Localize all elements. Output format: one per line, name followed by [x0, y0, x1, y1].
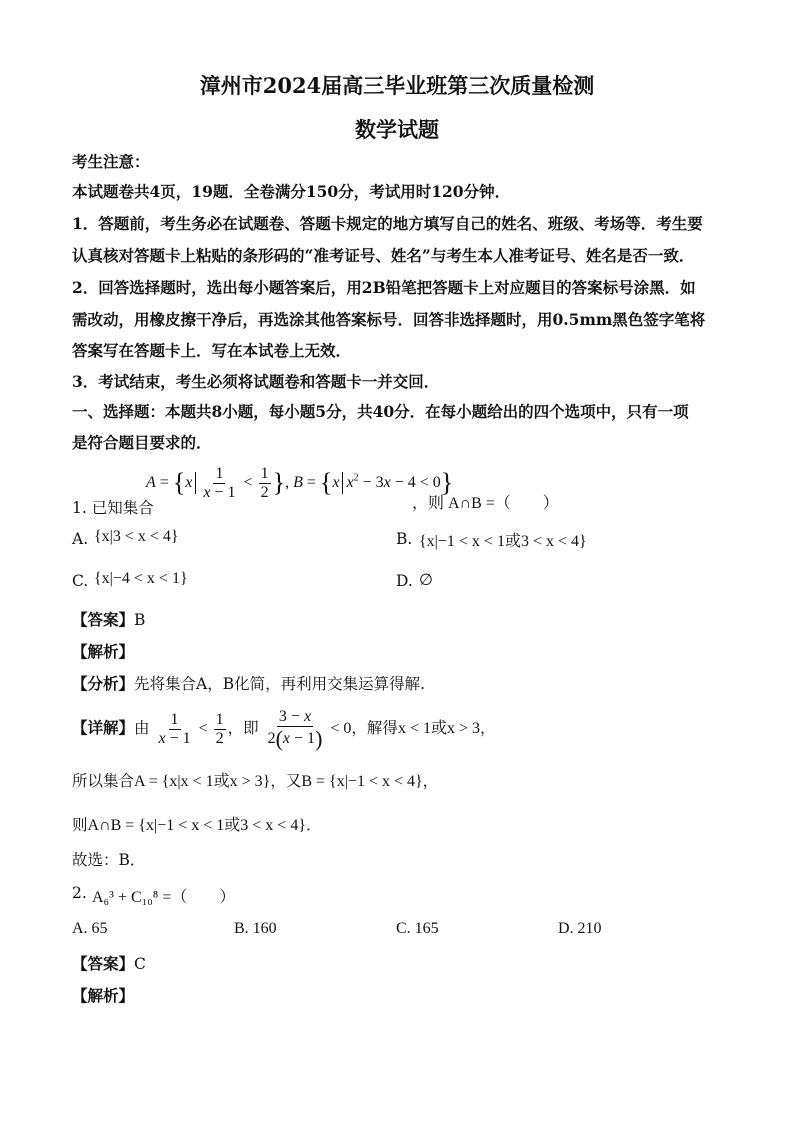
q1-conclusion: 故选：B．: [72, 851, 146, 869]
set-b-prefix: ，又: [270, 772, 302, 790]
detail-solution: x < 1或x > 3: [397, 720, 480, 738]
set-a-value: A = {x|x < 1或x > 3}: [134, 773, 271, 790]
notice-item-2a: 2．回答选择题时，选出每小题答案后，用2B铅笔把答题卡上对应题目的答案标号涂黑．如: [72, 278, 696, 297]
q2-analysis-tag: 【解析】: [72, 986, 135, 1005]
notice-item-3: 3．考试结束，考生必须将试题卷和答题卡一并交回．: [72, 372, 440, 391]
set-a-prefix: 所以集合: [72, 772, 135, 790]
detail-text-3: ，解得: [351, 719, 398, 738]
q2-option-a: A. 65: [72, 920, 108, 937]
section-heading-a: 一、选择题：本题共8小题，每小题5分，共40分．在每小题给出的四个选项中，只有一项: [72, 402, 689, 421]
intersection-value: A∩B = {x|−1 < x < 1或3 < x < 4}: [87, 817, 307, 834]
q1-option-c-label: C.: [72, 572, 89, 590]
q2-option-c: C. 165: [396, 920, 439, 937]
q1-option-d-label: D.: [396, 572, 413, 590]
detail-text-1: 由: [134, 719, 150, 738]
intersection-prefix: 则: [72, 816, 88, 834]
q1-option-a-label: A.: [72, 530, 89, 548]
notice-heading: 考生注意：: [72, 152, 150, 171]
fenxi-tag: 【分析】: [72, 674, 135, 693]
answer-tag: 【答案】: [72, 610, 135, 629]
answer-value: C: [134, 955, 146, 973]
answer-tag: 【答案】: [72, 954, 135, 973]
detail-text-2: ，即: [227, 719, 259, 738]
q1-intersection: 则A∩B = {x|−1 < x < 1或3 < x < 4}．: [72, 816, 322, 834]
q1-option-a: {x|3 < x < 4}: [94, 528, 179, 545]
q2-option-d: D. 210: [558, 920, 602, 937]
q1-option-c: {x|−4 < x < 1}: [94, 570, 188, 587]
q1-option-b-label: B.: [396, 530, 413, 548]
notice-item-1a: 1．答题前，考生务必在试题卷、答题卡规定的地方填写自己的姓名、班级、考场等．考生要: [72, 214, 703, 233]
q2-prefix: 2.: [72, 884, 87, 902]
q1-answer: [72, 608, 145, 630]
section-heading-b: 是符合题目要求的．: [72, 433, 212, 452]
notice-item-1b: 认真核对答题卡上粘贴的条形码的“准考证号、姓名”与考生本人准考证号、姓名是否一致．: [72, 246, 695, 265]
set-b-value: B = {x|−1 < x < 4}: [301, 773, 423, 790]
q1-prefix: 1. 已知集合: [72, 499, 154, 517]
q1-set-definitions: A = {x $\frac{1}{x - 1}$ < $\frac{1}{2}$ }, B = {x $x^2 - 3x - 4 < 0$}: [146, 465, 454, 501]
exam-subtitle: 数学试题: [355, 117, 439, 142]
q2-expression: A₆³ + C₁₀⁸ =（ ）: [92, 889, 236, 906]
q1-detail: 【详解】由 $\frac{1}{x - 1}$ < $\frac{1}{2}$ ，即 $\frac{3 - x}{2(x - 1)}$ < 0，解得x < 1或x > 3，: [72, 708, 496, 751]
q1-analysis-tag: 【解析】: [72, 642, 135, 661]
q1-option-d: ∅: [419, 572, 433, 589]
fenxi-text: 先将集合A，B化简，再利用交集运算得解.: [134, 675, 426, 693]
q1-fenxi: [72, 672, 425, 694]
q1-option-b: {x|−1 < x < 1或3 < x < 4}: [419, 533, 587, 550]
exam-title: 漳州市2024届高三毕业班第三次质量检测: [199, 73, 595, 98]
answer-value: B: [134, 611, 146, 629]
detail-tag: 【详解】: [72, 718, 135, 738]
q2-option-b: B. 160: [234, 920, 277, 937]
q2-answer: [72, 952, 146, 974]
q1-set-a-result: 所以集合A = {x|x < 1或x > 3}，又B = {x|−1 < x < 4}，: [72, 772, 439, 790]
q1-suffix: ，则 A∩B =（ ）: [412, 495, 559, 512]
notice-item-2b: 需改动，用橡皮擦干净后，再选涂其他答案标号．回答非选择题时，用0.5mm黑色签字笔将: [72, 310, 706, 329]
notice-item-2c: 答案写在答题卡上．写在本试卷上无效．: [72, 341, 352, 360]
notice-line: 本试题卷共4页，19题．全卷满分150分，考试用时120分钟．: [72, 182, 511, 201]
